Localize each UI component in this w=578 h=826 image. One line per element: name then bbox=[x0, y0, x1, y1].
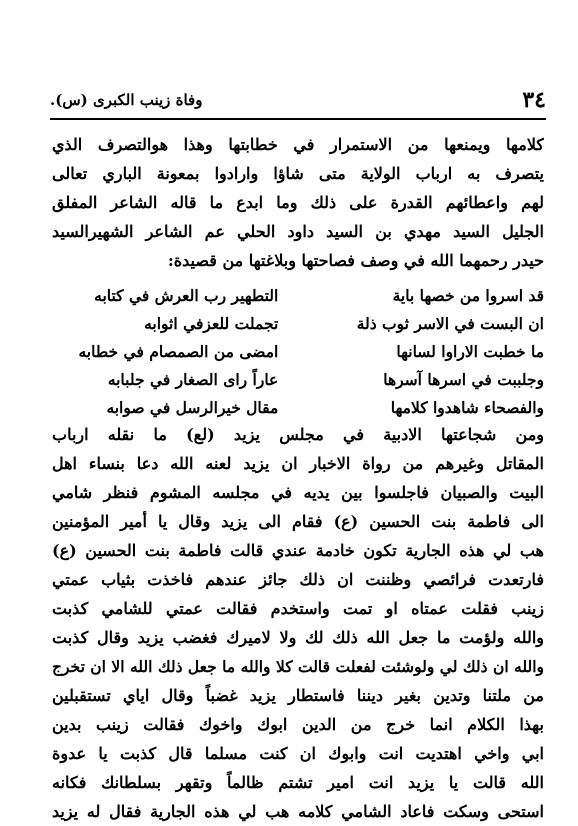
header-rule bbox=[50, 118, 546, 120]
text-line: كلامها ويمنعها من الاستمرار في خطابتها وهذا هوالتصرف الذي bbox=[52, 135, 544, 154]
poem-first-hemistich: ان البست في الاسر ثوب ذلة bbox=[356, 314, 544, 333]
text-line: البيت والصبيان فاجلسوا بين يديه في مجلسه المشوم فنظر شامي bbox=[52, 483, 544, 502]
text-line: ابي واخي اهتديت انت وابوك ان كنت مسلما قال كذبت يا عدوة bbox=[52, 744, 544, 763]
poem-second-hemistich: مقال خيرالرسل في صوابه bbox=[106, 398, 279, 417]
running-title: وفاة زينب الكبرى (س). bbox=[50, 91, 203, 109]
poem-verse bbox=[52, 310, 544, 338]
poem-verse bbox=[52, 366, 544, 394]
text-line: الى فاطمة بنت الحسين (ع) فقام الى يزيد وقال يا أمير المؤمنين bbox=[52, 512, 544, 531]
poem-first-hemistich: وجلببت في اسرها آسرها bbox=[383, 370, 544, 389]
text-line: الله قالت يا يزيد انت امير تشتم ظالماً وتقهر بسلطانك فكانه bbox=[52, 773, 544, 792]
text-line: والله ولؤمت ما جعل الله ذلك لك ولا لاميرك فغضب يزيد وقال كذبت bbox=[52, 628, 544, 647]
poem-second-hemistich: التطهير رب العرش في كتابه bbox=[94, 286, 279, 305]
poem-first-hemistich: ما خطبت الاراوا لسانها bbox=[396, 342, 544, 361]
text-line: والله ان ذلك لي ولوشئت لفعلت قالت كلا والله ما جعل ذلك الله الا ان تخرج bbox=[52, 657, 544, 676]
text-line: الجليل السيد مهدي بن السيد داود الحلي عم الشاعر الشهيرالسيد bbox=[52, 222, 544, 241]
page-number: ٣٤ bbox=[522, 87, 546, 113]
text-line: يتصرف به ارباب الولاية متى شاؤا وارادوا بمعونة الباري تعالى bbox=[52, 164, 544, 183]
poem-second-hemistich: عاراً راى الصغار في جلبابه bbox=[107, 370, 279, 389]
poem-verse bbox=[52, 282, 544, 310]
poem bbox=[52, 282, 544, 422]
text-line: استحى وسكت فاعاد الشامي كلامه هب لي هذه الجارية فقال له يزيد bbox=[52, 802, 544, 821]
text-line: من ملتنا وتدين بغير ديننا فاستطار يزيد غضباً وقال اياي تستقبلين bbox=[52, 686, 544, 705]
poem-verse bbox=[52, 338, 544, 366]
text-line: فارتعدت فرائصي وظننت ان ذلك جائز عندهم فاخذت بثياب عمتي bbox=[52, 570, 544, 589]
text-line: هب لي هذه الجارية تكون خادمة عندي قالت فاطمة بنت الحسين (ع) bbox=[52, 541, 544, 560]
text-line: لهم واعطائهم القدرة على ذلك وما ابدع ما قاله الشاعر المفلق bbox=[52, 193, 544, 212]
paragraph-1 bbox=[52, 130, 544, 275]
poem-first-hemistich: والفصحاء شاهدوا كلامها bbox=[390, 398, 544, 417]
text-line: حيدر رحمهما الله في وصف فصاحتها وبلاغتها من قصيدة: bbox=[167, 251, 544, 270]
text-line: زينب فقلت عمتاه او تمت واستخدم فقالت عمتي للشامي كذبت bbox=[52, 599, 544, 618]
page-header bbox=[50, 86, 546, 114]
poem-verse bbox=[52, 394, 544, 422]
paragraph-2 bbox=[52, 420, 544, 826]
poem-second-hemistich: امضى من الصمصام في خطابه bbox=[78, 342, 279, 361]
poem-second-hemistich: تجملت للعزفي اثوابه bbox=[144, 314, 279, 333]
poem-first-hemistich: قد اسروا من خصها باية bbox=[392, 286, 544, 305]
text-line: ومن شجاعتها الادبية في مجلس يزيد (لع) ما نقله ارباب bbox=[52, 425, 544, 444]
text-line: المقاتل وغيرهم من رواة الاخبار ان يزيد لعنه الله دعا بنساء اهل bbox=[52, 454, 544, 473]
text-line: بهذا الكلام انما خرج من الدين ابوك واخوك فقالت زينب بدين bbox=[52, 715, 544, 734]
